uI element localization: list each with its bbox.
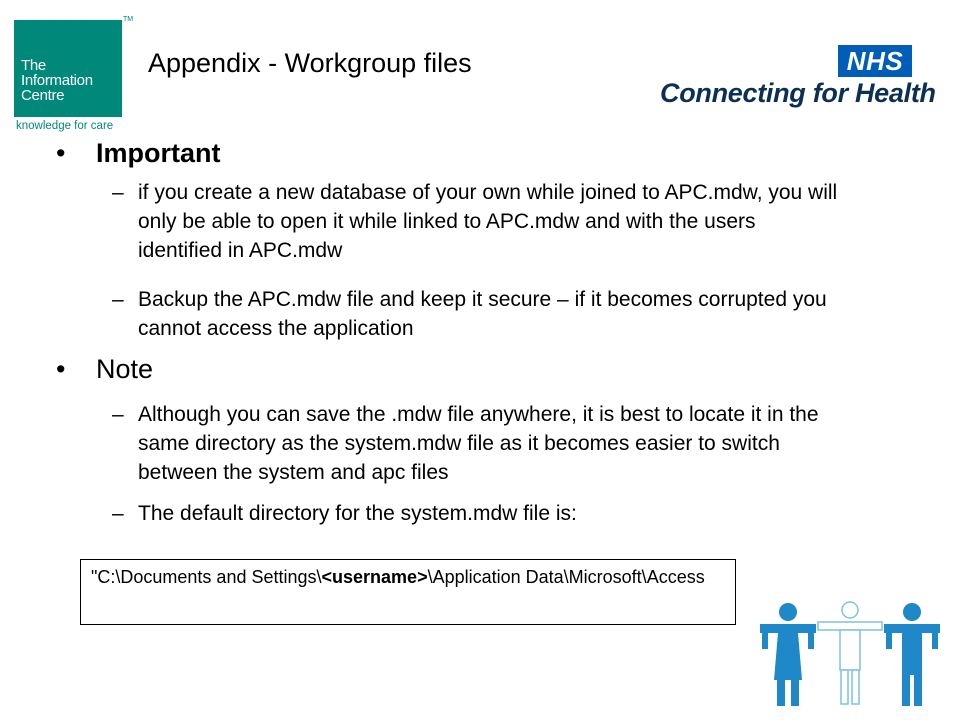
logo-box (14, 20, 122, 117)
sub-item-text: Backup the APC.mdw file and keep it secure – if it becomes corrupted you cannot access the application (138, 288, 827, 340)
bullet-heading: Important (96, 138, 221, 168)
path-suffix: \Application Data\Microsoft\Access (427, 567, 705, 587)
sub-item-text: Although you can save the .mdw file anywhere, it is best to locate it in the same directory as the system.mdw file as it becomes easier to switch between the system and apc files (138, 403, 819, 484)
figure-left-icon (760, 603, 816, 706)
trademark-mark: TM (123, 16, 134, 23)
logo-name (21, 58, 93, 103)
slide-title: Appendix - Workgroup files (148, 48, 472, 78)
figure-middle-icon (818, 602, 882, 704)
sub-item-text: The default directory for the system.mdw file is: (138, 502, 577, 525)
bullet-dot: • (56, 138, 66, 168)
nhs-tagline: Connecting for Health (660, 78, 936, 108)
dash: – (112, 288, 124, 311)
logo-line-2: Information (21, 72, 93, 89)
dash: – (112, 181, 124, 204)
nhs-logo: NHS (838, 45, 912, 77)
people-figures-icon (760, 600, 940, 710)
bullet-heading: Note (96, 354, 154, 384)
logo-line-1: The (21, 57, 46, 74)
dash: – (112, 403, 124, 426)
bullet-dot: • (56, 354, 66, 384)
path-prefix: "C:\Documents and Settings\ (91, 567, 322, 587)
figure-right-icon (884, 603, 940, 706)
dash: – (112, 502, 124, 525)
sub-item-text: if you create a new database of your own while joined to APC.mdw, you will only be able to open it while linked to APC.mdw and with the users identified in APC.mdw (138, 181, 838, 262)
information-centre-logo (14, 16, 134, 134)
logo-tagline: knowledge for care (16, 120, 114, 132)
logo-line-3: Centre (21, 87, 65, 104)
default-path-box (80, 559, 736, 625)
path-username: <username> (321, 567, 428, 587)
